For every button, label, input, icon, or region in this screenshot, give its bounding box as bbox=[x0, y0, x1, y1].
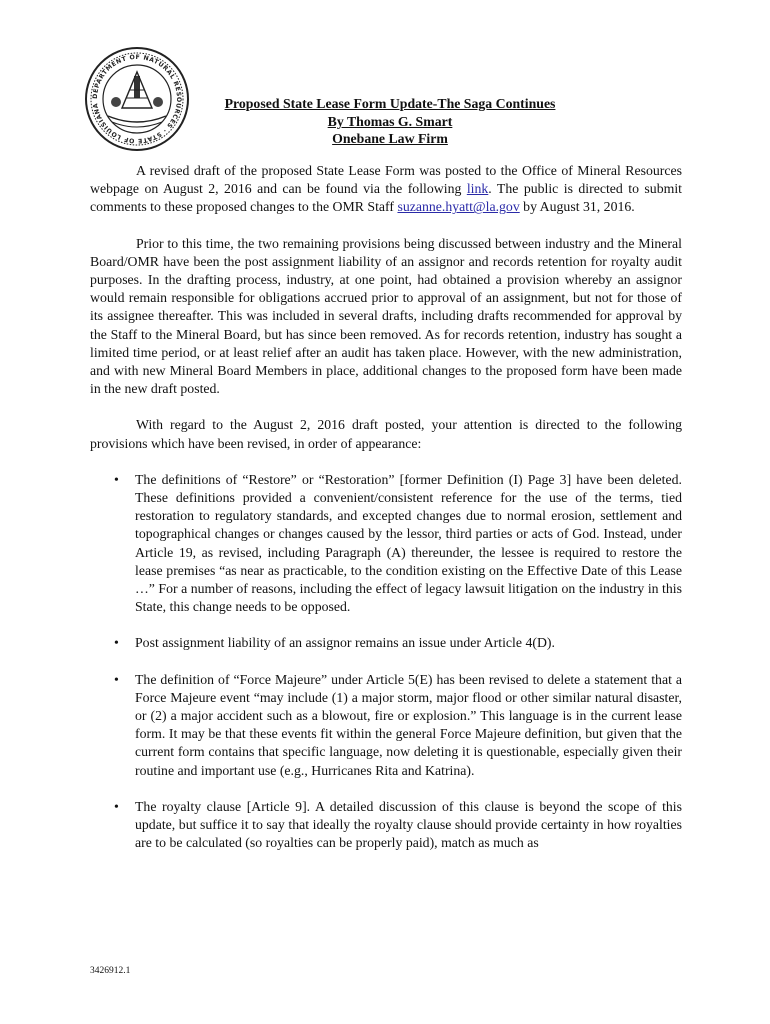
article-author: By Thomas G. Smart bbox=[327, 113, 453, 129]
list-item bbox=[90, 471, 682, 617]
intro-text-1: A revised draft of the proposed State Lease Form was posted to the Office of Mineral Resources webpage on August 2, 2016 and can be found via the following bbox=[90, 163, 682, 197]
lease-form-link[interactable]: link bbox=[466, 181, 489, 197]
omr-staff-email-link[interactable]: suzanne.hyatt@la.gov bbox=[397, 199, 520, 215]
list-item-text: The royalty clause [Article 9]. A detailed discussion of this clause is beyond the scope of this update, but suffice it to say that ideally the royalty clause should provide certainty in how royalties are to be calculated (so royalties can be properly paid), match as much as bbox=[135, 798, 682, 851]
list-item-text: Post assignment liability of an assignor remains an issue under Article 4(D). bbox=[135, 635, 555, 651]
list-item-text: The definitions of “Restore” or “Restoration” [former Definition (I) Page 3] have been deleted. These definitions provided a convenient/consistent reference for the use of the terms, tied restoration to regulatory standards, and excepted changes due to normal erosion, settlement and topographical changes or changes caused by the lessor, third parties or acts of God. Instead, under Article 19, as revised, including Paragraph (A) thereunder, the lessee is required to restore the lease premises “as near as practicable, to the condition existing on the Effective Date of this Lease …” For a number of reasons, including the effect of legacy lawsuit litigation on the industry in this State, this change needs to be opposed. bbox=[135, 471, 682, 615]
revised-provisions-list bbox=[90, 471, 682, 853]
list-item bbox=[90, 798, 682, 853]
document-number: 3426912.1 bbox=[90, 966, 131, 976]
list-item bbox=[90, 671, 682, 780]
article-body bbox=[90, 162, 682, 871]
revised-provisions-intro: With regard to the August 2, 2016 draft posted, your attention is directed to the following provisions which have been revised, in order of appearance: bbox=[90, 417, 682, 451]
bullet-icon: • bbox=[114, 471, 119, 487]
list-item-text: The definition of “Force Majeure” under Article 5(E) has been revised to delete a statement that a Force Majeure event “may include (1) a major storm, major flood or other similar natural disaster, or (2) a major accident such as a blowout, fire or explosion.” This language is in the current lease form. It may be that these events fit within the general Force Majeure definition, but given that the current form contains that specific language, now deleting it is questionable, especially given their routine and important use (e.g., Hurricanes Rita and Katrina). bbox=[135, 671, 682, 778]
intro-text-2: . The public is directed to submit comments to these proposed changes to the OMR Staff bbox=[90, 181, 682, 215]
article-title: Proposed State Lease Form Update-The Saga Continues bbox=[224, 96, 556, 111]
seal-ring-text: DEPARTMENT OF NATURAL RESOURCES · STATE OF LOUISIANA bbox=[91, 53, 183, 145]
intro-text-3: by August 31, 2016. bbox=[519, 199, 635, 215]
list-item bbox=[90, 634, 682, 652]
article-header bbox=[190, 95, 590, 148]
svg-text:DEPARTMENT OF NATURAL RESOURCE bbox=[92, 54, 182, 144]
bullet-icon: • bbox=[114, 635, 119, 651]
prior-provisions-paragraph: Prior to this time, the two remaining provisions being discussed between industry and the Mineral Board/OMR have been the post assignment liability of an assignor and records retention for royalty audit purposes. In the drafting process, industry, at one point, had obtained a provision whereby an assignor would remain responsible for obligations accrued prior to approval of an assignment, but not for those of its assignee thereafter. This was included in several drafts, including drafts recommended for approval by the Staff to the Mineral Board, but has since been removed. As for records retention, industry has sought a limited time period, or at least relief after an audit has taken place. However, with the new administration, and with new Mineral Board Members in place, additional changes to the proposed form have been made in the new draft posted. bbox=[90, 235, 682, 397]
bullet-icon: • bbox=[114, 671, 119, 687]
article-firm: Onebane Law Firm bbox=[332, 131, 448, 147]
louisiana-state-seal-logo bbox=[84, 46, 190, 152]
intro-paragraph bbox=[90, 162, 682, 217]
bullet-icon: • bbox=[114, 798, 119, 814]
